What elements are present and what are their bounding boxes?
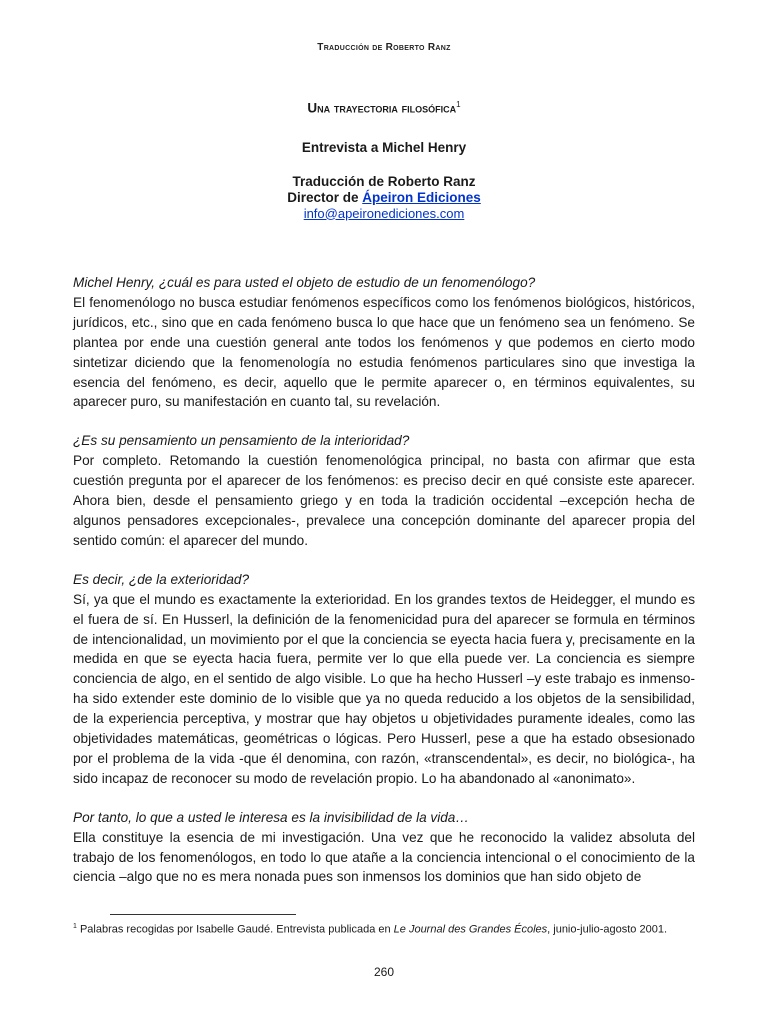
footnote-divider bbox=[110, 914, 296, 915]
interview-question: Es decir, ¿de la exterioridad? bbox=[73, 571, 250, 587]
interview-item-4 bbox=[73, 808, 695, 888]
apeiron-ediciones-link[interactable]: Ápeiron Ediciones bbox=[362, 189, 481, 205]
interview-answer: Ella constituye la esencia de mi investigación. Una vez que he reconocido la validez absoluta del trabajo de los fenomenólogos, en todo lo que atañe a la conciencia intencional o el conocimiento de la ciencia –algo que no es mera nonada pues son inmensos los dominios que han sido objeto de bbox=[73, 829, 695, 885]
article-subtitle: Entrevista a Michel Henry bbox=[301, 139, 467, 155]
interview-item-1 bbox=[73, 273, 695, 412]
footnote-journal: Le Journal des Grandes Écoles bbox=[393, 923, 548, 936]
director-credit-prefix: Director de bbox=[287, 189, 363, 205]
footnote bbox=[73, 920, 713, 937]
interview-item-3 bbox=[73, 570, 695, 789]
title-block bbox=[0, 100, 768, 221]
interview-question: Por tanto, lo que a usted le interesa es la invisibilidad de la vida… bbox=[73, 809, 469, 825]
running-head: Traducción de Roberto Ranz bbox=[317, 42, 451, 53]
article-title-text: Una trayectoria filosófica bbox=[307, 100, 457, 116]
title-footnote-marker[interactable]: 1 bbox=[456, 100, 461, 109]
interview-question: ¿Es su pensamiento un pensamiento de la interioridad? bbox=[73, 433, 410, 449]
article-title bbox=[0, 100, 768, 116]
interview-question: Michel Henry, ¿cuál es para usted el objeto de estudio de un fenomenólogo? bbox=[73, 275, 536, 290]
interview-answer: El fenomenólogo no busca estudiar fenómenos específicos como los fenómenos biológicos, históricos, jurídicos, etc., sino que en cada fenómeno busca lo que hace que un fenómeno sea un fenómeno. Se plantea por ende una cuestión general ante todos los fenómenos y que podemos en cierto modo sintetizar diciendo que la fenomenología no estudia fenómenos particulares sino que investiga la esencia del fenómeno, es decir, aquello que le permite aparecer o, en términos equivalentes, su aparecer puro, su manifestación en cuanto tal, su revelación. bbox=[73, 294, 695, 410]
director-credit bbox=[0, 190, 768, 205]
email-line bbox=[0, 206, 768, 221]
footnote-marker: 1 bbox=[73, 923, 77, 930]
interview-answer: Por completo. Retomando la cuestión fenomenológica principal, no basta con afirmar que esta cuestión pregunta por el aparecer de los fenómenos: es preciso decir en qué consiste este aparecer. Ahora bien, desde el pensamiento griego y en toda la tradición occidental –excepción hecha de algunos pensadores excepcionales-, prevalece una concepción dominante del aparecer propia del sentido común: el aparecer del mundo. bbox=[73, 453, 695, 548]
page-number: 260 bbox=[373, 965, 395, 979]
translator-credit: Traducción de Roberto Ranz bbox=[292, 173, 476, 189]
footnote-text-after: , junio-julio-agosto 2001. bbox=[547, 923, 667, 936]
interview-body bbox=[73, 273, 695, 906]
interview-answer: Sí, ya que el mundo es exactamente la exterioridad. En los grandes textos de Heidegger, el mundo es el fuera de sí. En Husserl, la definición de la fenomenicidad pura del aparecer se formula en términos de intencionalidad, un movimiento por el que la conciencia se eyecta hacia fuera y, precisamente en la medida en que se eyecta hacia fuera, permite ver lo que ella puede ver. La conciencia es siempre conciencia de algo, en el sentido de algo visible. Lo que ha hecho Husserl –y este trabajo es inmenso- ha sido extender este dominio de lo visible que ya no queda reducido a los objetos de la sensibilidad, de la experiencia perceptiva, y mostrar que hay objetos u objetividades puramente ideales, como las objetividades matemáticas, geométricas o lógicas. Pero Husserl, pese a que ha estado obsesionado por el problema de la vida -que él denomina, con razón, «transcendental», es decir, no biológica-, ha sido incapaz de reconocer su modo de revelación propio. Lo ha abandonado al «anonimato». bbox=[73, 591, 695, 786]
footnote-text-before: Palabras recogidas por Isabelle Gaudé. Entrevista publicada en bbox=[76, 923, 394, 936]
email-link[interactable]: info@apeironediciones.com bbox=[303, 205, 465, 221]
interview-item-2 bbox=[73, 431, 695, 550]
